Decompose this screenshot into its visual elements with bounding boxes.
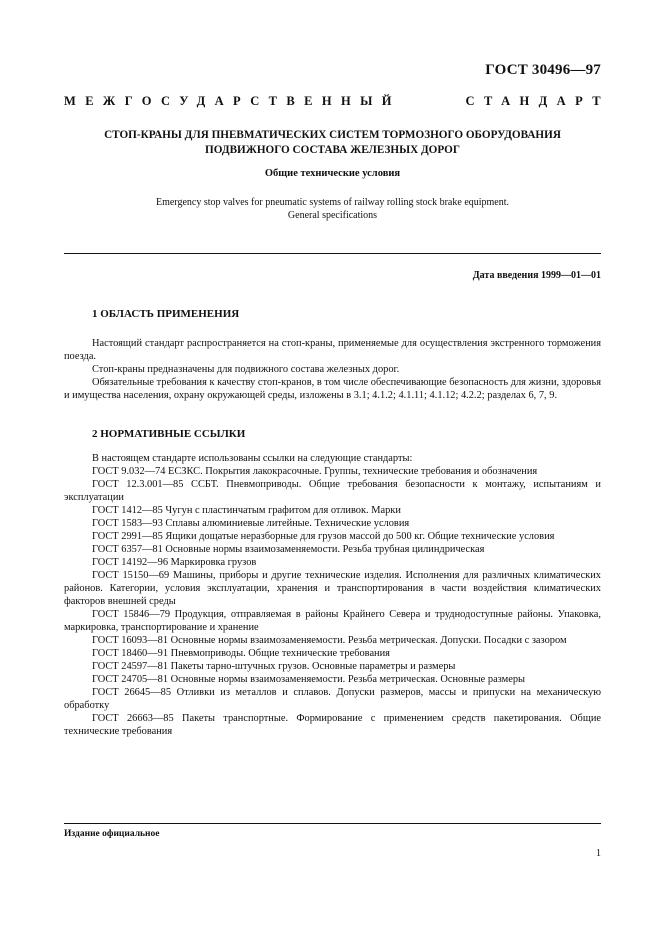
english-title [64,196,601,222]
reference-item: ГОСТ 26663—85 Пакеты транспортные. Формирование с применением средств пакетирования. Общие технические требования [64,713,601,737]
section-2-heading: 2 НОРМАТИВНЫЕ ССЫЛКИ [92,428,246,440]
title-line-2: ПОДВИЖНОГО СОСТАВА ЖЕЛЕЗНЫХ ДОРОГ [205,144,460,156]
page-number: 1 [596,848,601,859]
official-edition-label: Издание официальное [64,829,160,839]
footer-divider [64,823,601,824]
reference-item: ГОСТ 24705—81 Основные нормы взаимозаменяемости. Резьба метрическая. Основные размеры [92,674,526,685]
reference-item: ГОСТ 2991—85 Ящики дощатые неразборные для грузов массой до 500 кг. Общие технические условия [92,531,555,542]
reference-item: ГОСТ 26645—85 Отливки из металлов и сплавов. Допуски размеров, массы и припуски на механическую обработку [64,687,601,711]
banner-word-interstate: МЕЖГОСУДАРСТВЕННЫЙ [64,94,401,108]
reference-item: ГОСТ 6357—81 Основные нормы взаимозаменяемости. Резьба трубная цилиндрическая [92,544,485,555]
introduction-date: Дата введения 1999—01—01 [472,270,601,281]
paragraph: Стоп-краны предназначены для подвижного состава железных дорог. [92,364,400,375]
document-subtitle: Общие технические условия [264,168,401,179]
reference-item: ГОСТ 18460—91 Пневмоприводы. Общие технические требования [92,648,390,659]
reference-item: ГОСТ 1583—93 Сплавы алюминиевые литейные. Технические условия [92,518,410,529]
top-divider [64,253,601,254]
paragraph: Настоящий стандарт распространяется на стоп-краны, применяемые для осуществления экстренного торможения поезда. [64,338,601,362]
reference-item: ГОСТ 15846—79 Продукция, отправляемая в районы Крайнего Севера и труднодоступные районы. Упаковка, маркировка, транспортирование и хранение [64,609,601,633]
english-title-line-1: Emergency stop valves for pneumatic systems of railway rolling stock brake equipment. [155,197,510,208]
english-title-line-2: General specifications [287,210,378,221]
paragraph: В настоящем стандарте использованы ссылки на следующие стандарты: [92,453,413,464]
banner-word-standard: СТАНДАРТ [465,94,610,108]
title-line-1: СТОП-КРАНЫ ДЛЯ ПНЕВМАТИЧЕСКИХ СИСТЕМ ТОРМОЗНОГО ОБОРУДОВАНИЯ [104,129,561,141]
reference-item: ГОСТ 16093—81 Основные нормы взаимозаменяемости. Резьба метрическая. Допуски. Посадки с зазором [92,635,567,646]
section-1-heading: 1 ОБЛАСТЬ ПРИМЕНЕНИЯ [92,308,240,320]
reference-item: ГОСТ 12.3.001—85 ССБТ. Пневмоприводы. Общие требования безопасности к монтажу, испытаниям и эксплуатации [64,479,601,503]
reference-item: ГОСТ 15150—69 Машины, приборы и другие технические изделия. Исполнения для различных климатических районов. Категории, условия эксплуатации, хранения и транспортирования в части воздействия климатических факторов внешней среды [64,570,601,607]
interstate-standard-banner [64,94,610,109]
document-title [64,128,601,158]
paragraph: Обязательные требования к качеству стоп-кранов, в том числе обеспечивающие безопасность для жизни, здоровья и имущества населения, охрану окружающей среды, изложены в 3.1; 4.1.2; 4.1.11; 4.1.12; 4.2.2; разделах 6, 7, 9. [64,377,601,401]
reference-item: ГОСТ 9.032—74 ЕСЗКС. Покрытия лакокрасочные. Группы, технические требования и обозначения [92,466,538,477]
gost-code: ГОСТ 30496—97 [485,62,601,78]
reference-item: ГОСТ 24597—81 Пакеты тарно-штучных грузов. Основные параметры и размеры [92,661,456,672]
section-2-body [64,452,601,738]
section-1-body [64,337,601,402]
reference-item: ГОСТ 1412—85 Чугун с пластинчатым графитом для отливок. Марки [92,505,401,516]
reference-item: ГОСТ 14192—96 Маркировка грузов [92,557,257,568]
